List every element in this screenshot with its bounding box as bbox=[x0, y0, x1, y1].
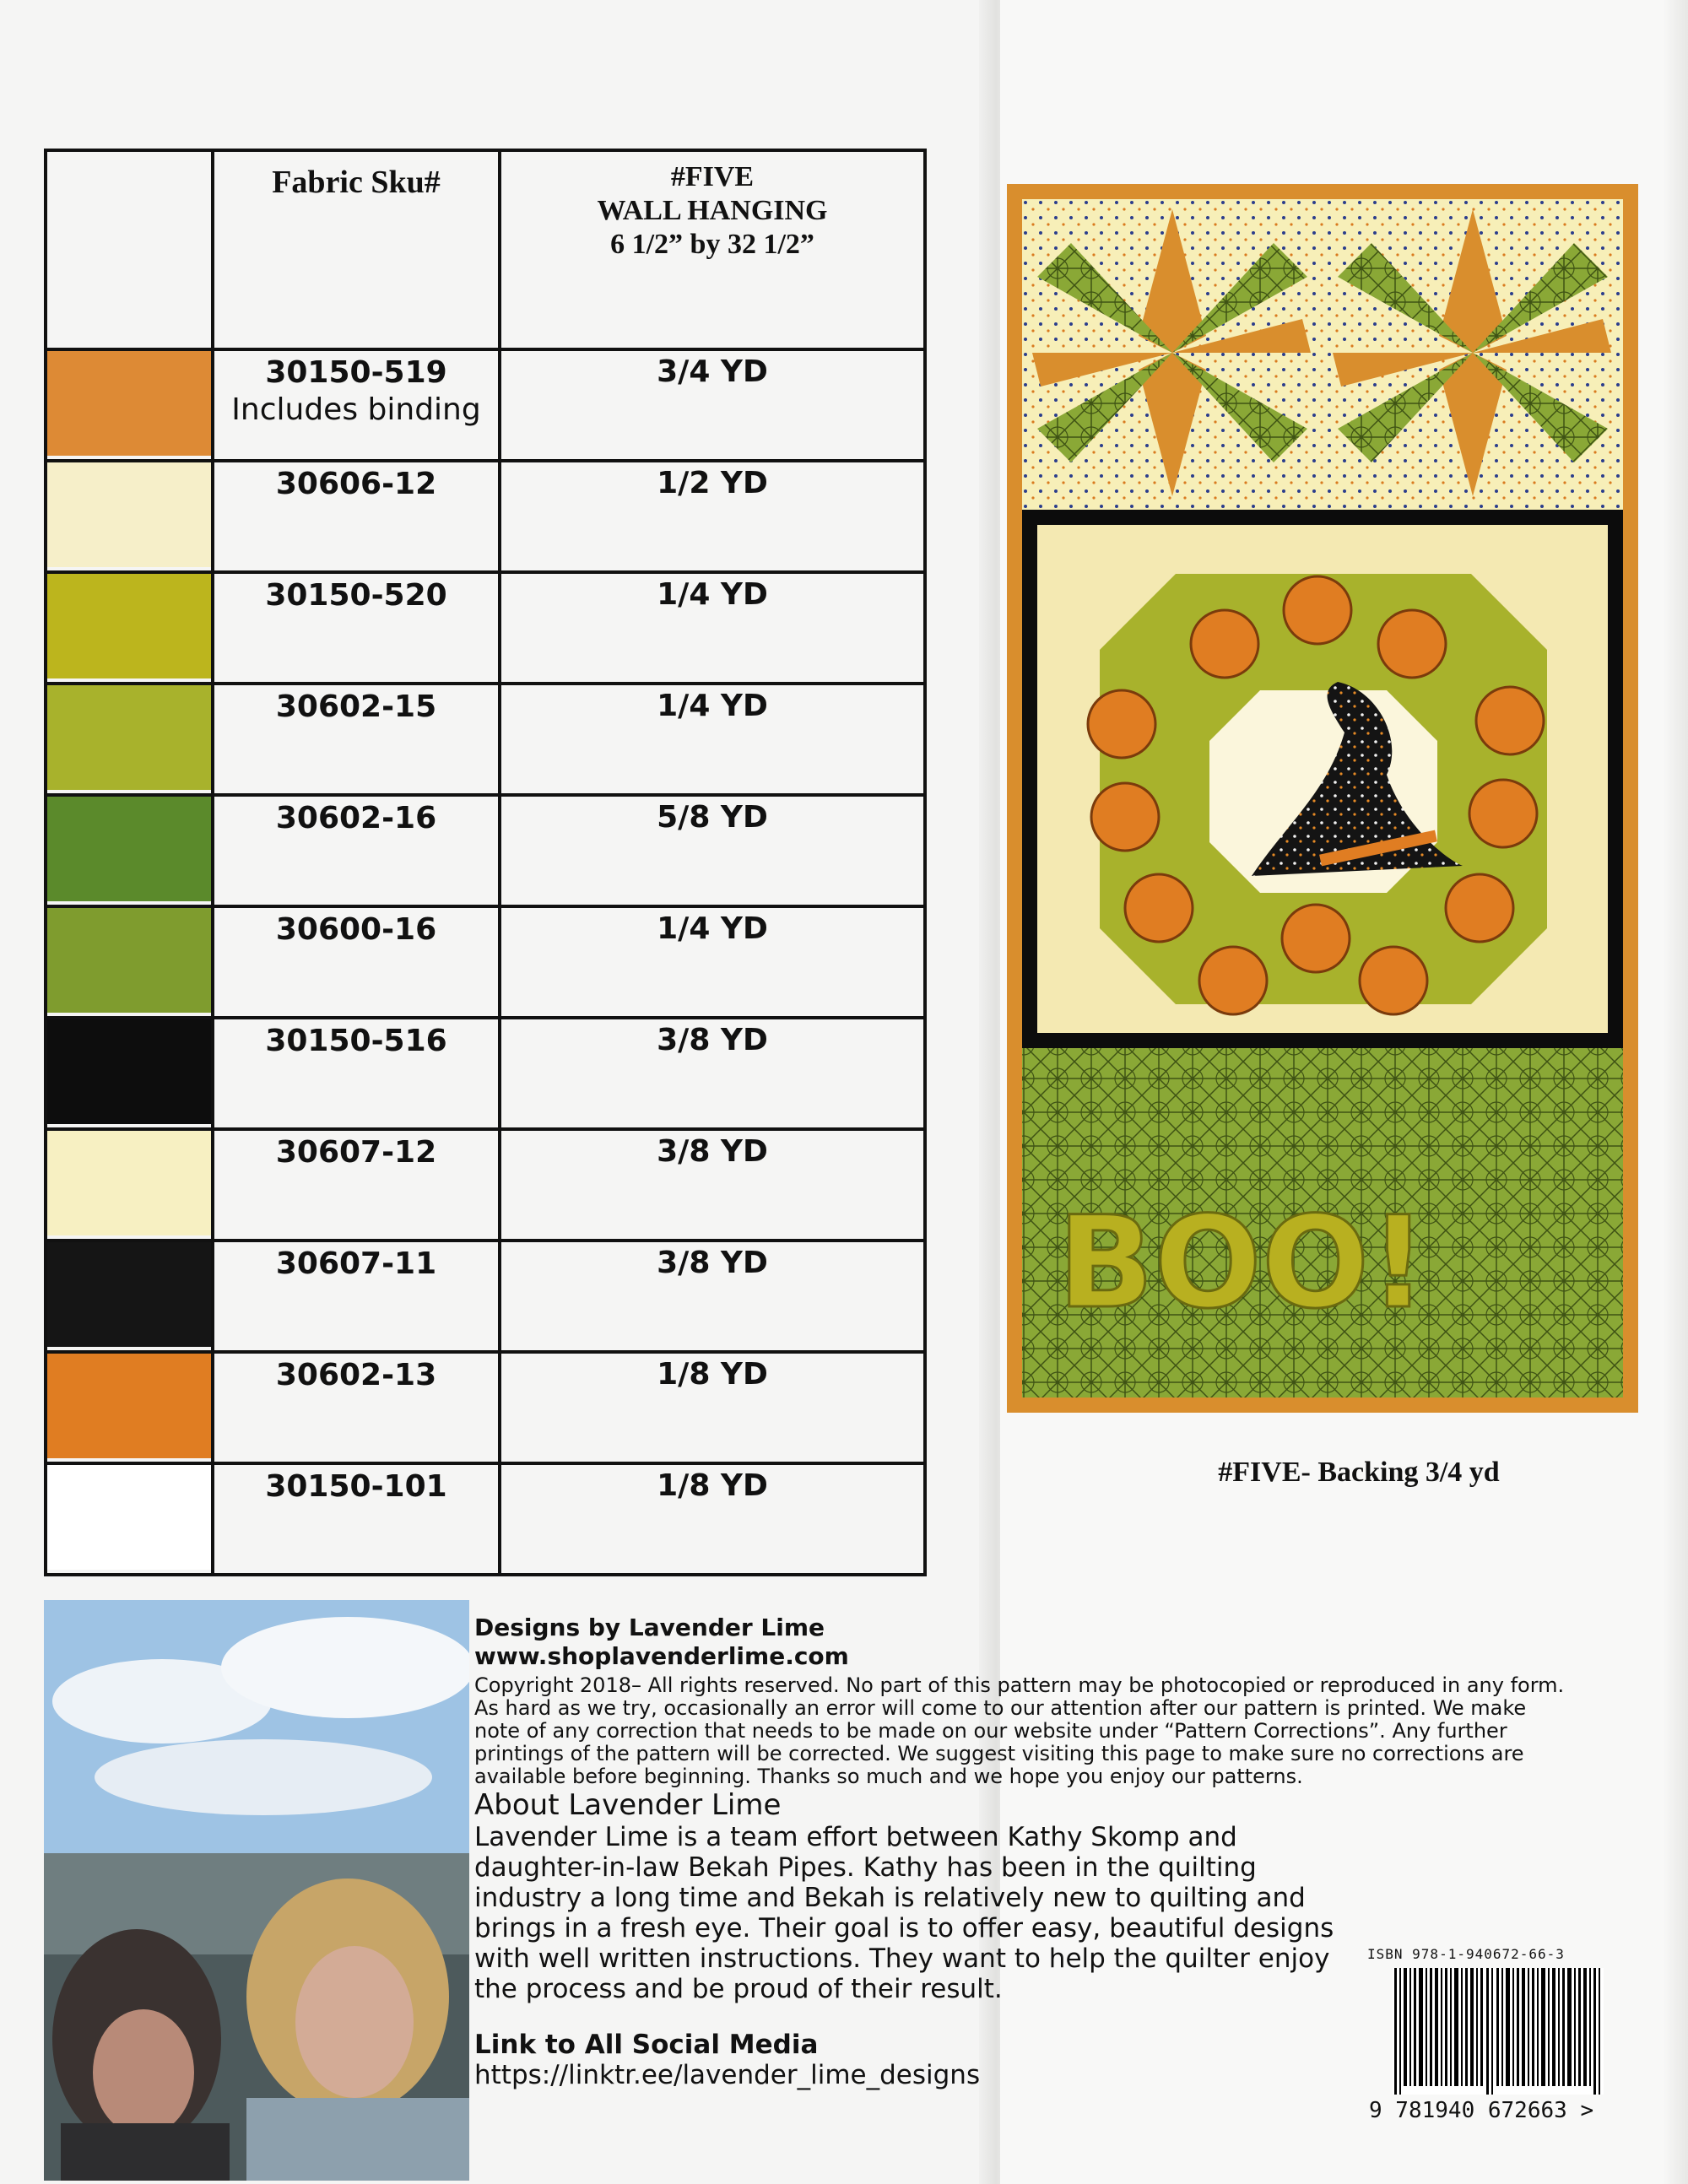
table-row bbox=[46, 684, 925, 795]
table-row bbox=[46, 572, 925, 684]
header-swatch-cell bbox=[46, 150, 213, 349]
fabric-swatch bbox=[46, 684, 213, 795]
page-edge bbox=[1663, 0, 1688, 2184]
fabric-yardage: 1/4 YD bbox=[500, 906, 925, 1018]
brand-name: Designs by Lavender Lime bbox=[474, 1614, 825, 1641]
table-row bbox=[46, 906, 925, 1018]
copyright-text: Copyright 2018– All rights reserved. No part of this pattern may be photocopied or reproduced in any form. As hard as we try, occasionally an error will come to our attention after our pattern is printed. We make note of any correction that needs to be made on our website under “Pattern Corrections”. Any further printings of the pattern will be corrected. We suggest visiting this page to make sure no corrections are available before beginning. Thanks so much and we hope you enjoy our patterns. bbox=[474, 1673, 1565, 1788]
swatch-color bbox=[47, 1354, 211, 1458]
fabric-yardage: 1/4 YD bbox=[500, 684, 925, 795]
designers-photo bbox=[44, 1600, 469, 2181]
table-row bbox=[46, 349, 925, 461]
table-row bbox=[46, 1018, 925, 1129]
header-size: 6 1/2” by 32 1/2” bbox=[610, 229, 814, 260]
swatch-color bbox=[47, 908, 211, 1013]
boo-text: BOO! bbox=[1058, 1190, 1427, 1337]
fabric-sku bbox=[213, 1018, 500, 1129]
star-block-right bbox=[1333, 209, 1611, 496]
fabric-yardage: 3/8 YD bbox=[500, 1018, 925, 1129]
table-header-row bbox=[46, 150, 925, 349]
fabric-swatch bbox=[46, 1129, 213, 1241]
header-wall-hanging: WALL HANGING bbox=[597, 195, 828, 226]
fabric-swatch bbox=[46, 572, 213, 684]
sku-value: 30607-12 bbox=[275, 1135, 437, 1170]
sku-value: 30607-11 bbox=[275, 1246, 437, 1281]
fabric-swatch bbox=[46, 1241, 213, 1352]
about-heading: About Lavender Lime bbox=[474, 1788, 782, 1822]
fabric-yardage: 3/8 YD bbox=[500, 1129, 925, 1241]
fabric-swatch bbox=[46, 795, 213, 906]
fabric-swatch bbox=[46, 906, 213, 1018]
swatch-color bbox=[47, 797, 211, 901]
sku-value: 30602-16 bbox=[275, 801, 437, 835]
fabric-swatch bbox=[46, 349, 213, 461]
fabric-yardage: 5/8 YD bbox=[500, 795, 925, 906]
swatch-color bbox=[47, 1131, 211, 1235]
swatch-color bbox=[47, 574, 211, 678]
fabric-yardage: 1/8 YD bbox=[500, 1463, 925, 1575]
table-row bbox=[46, 795, 925, 906]
header-five-title: #FIVE bbox=[670, 161, 755, 192]
table-row bbox=[46, 1129, 925, 1241]
star-block-left bbox=[1032, 209, 1311, 496]
fabric-sku bbox=[213, 1463, 500, 1575]
sku-value: 30150-519 bbox=[265, 355, 447, 390]
quilt-svg bbox=[1007, 184, 1638, 1413]
fabric-table bbox=[44, 149, 927, 1576]
fabric-swatch bbox=[46, 461, 213, 572]
fabric-sku bbox=[213, 1129, 500, 1241]
fabric-sku bbox=[213, 1352, 500, 1463]
website-link[interactable]: www.shoplavenderlime.com bbox=[474, 1642, 849, 1670]
fabric-sku bbox=[213, 349, 500, 461]
table-row bbox=[46, 1463, 925, 1575]
sku-note: Includes binding bbox=[231, 392, 481, 427]
fabric-swatch bbox=[46, 1018, 213, 1129]
social-link[interactable]: https://linktr.ee/lavender_lime_designs bbox=[474, 2060, 981, 2090]
swatch-color bbox=[47, 1242, 211, 1347]
sku-value: 30600-16 bbox=[275, 912, 437, 947]
fabric-sku bbox=[213, 572, 500, 684]
quilt-illustration bbox=[1007, 184, 1638, 1413]
sku-value: 30150-516 bbox=[265, 1024, 447, 1058]
swatch-color bbox=[47, 351, 211, 456]
barcode-number: 9 781940 672663 > bbox=[1369, 2098, 1594, 2123]
table-row bbox=[46, 461, 925, 572]
sku-value: 30150-520 bbox=[265, 578, 447, 613]
swatch-color bbox=[47, 685, 211, 790]
table-row bbox=[46, 1241, 925, 1352]
fabric-swatch bbox=[46, 1352, 213, 1463]
about-text: Lavender Lime is a team effort between Kathy Skomp and daughter-in-law Bekah Pipes. Kathy has been in the quilting industry a long time and Bekah is relatively new to quilting and brings in a fresh eye. Their goal is to offer easy, beautiful designs with well written instructions. They want to help the quilter enjoy the process and be proud of their result. bbox=[474, 1822, 1334, 2004]
table-row bbox=[46, 1352, 925, 1463]
sku-value: 30602-13 bbox=[275, 1358, 437, 1392]
fabric-yardage: 1/8 YD bbox=[500, 1352, 925, 1463]
swatch-color bbox=[47, 462, 211, 567]
isbn-text: ISBN 978-1-940672-66-3 bbox=[1367, 1946, 1565, 1962]
designers-photo-svg bbox=[44, 1600, 469, 2181]
fabric-sku bbox=[213, 1241, 500, 1352]
quilt-caption: #FIVE- Backing 3/4 yd bbox=[1218, 1457, 1500, 1488]
fabric-yardage: 3/4 YD bbox=[500, 349, 925, 461]
fabric-sku bbox=[213, 795, 500, 906]
swatch-color bbox=[47, 1019, 211, 1124]
swatch-color bbox=[47, 1465, 211, 1570]
fabric-yardage: 1/2 YD bbox=[500, 461, 925, 572]
fabric-yardage: 3/8 YD bbox=[500, 1241, 925, 1352]
header-five-wall-hanging bbox=[500, 150, 925, 349]
sku-value: 30606-12 bbox=[275, 467, 437, 501]
fabric-yardage: 1/4 YD bbox=[500, 572, 925, 684]
sku-value: 30150-101 bbox=[265, 1469, 447, 1504]
sku-value: 30602-15 bbox=[275, 689, 437, 724]
fabric-sku bbox=[213, 461, 500, 572]
fabric-sku bbox=[213, 906, 500, 1018]
social-heading: Link to All Social Media bbox=[474, 2030, 819, 2060]
fabric-sku bbox=[213, 684, 500, 795]
header-fabric-sku: Fabric Sku# bbox=[213, 150, 500, 349]
fabric-swatch bbox=[46, 1463, 213, 1575]
barcode-icon bbox=[1393, 1968, 1604, 2095]
